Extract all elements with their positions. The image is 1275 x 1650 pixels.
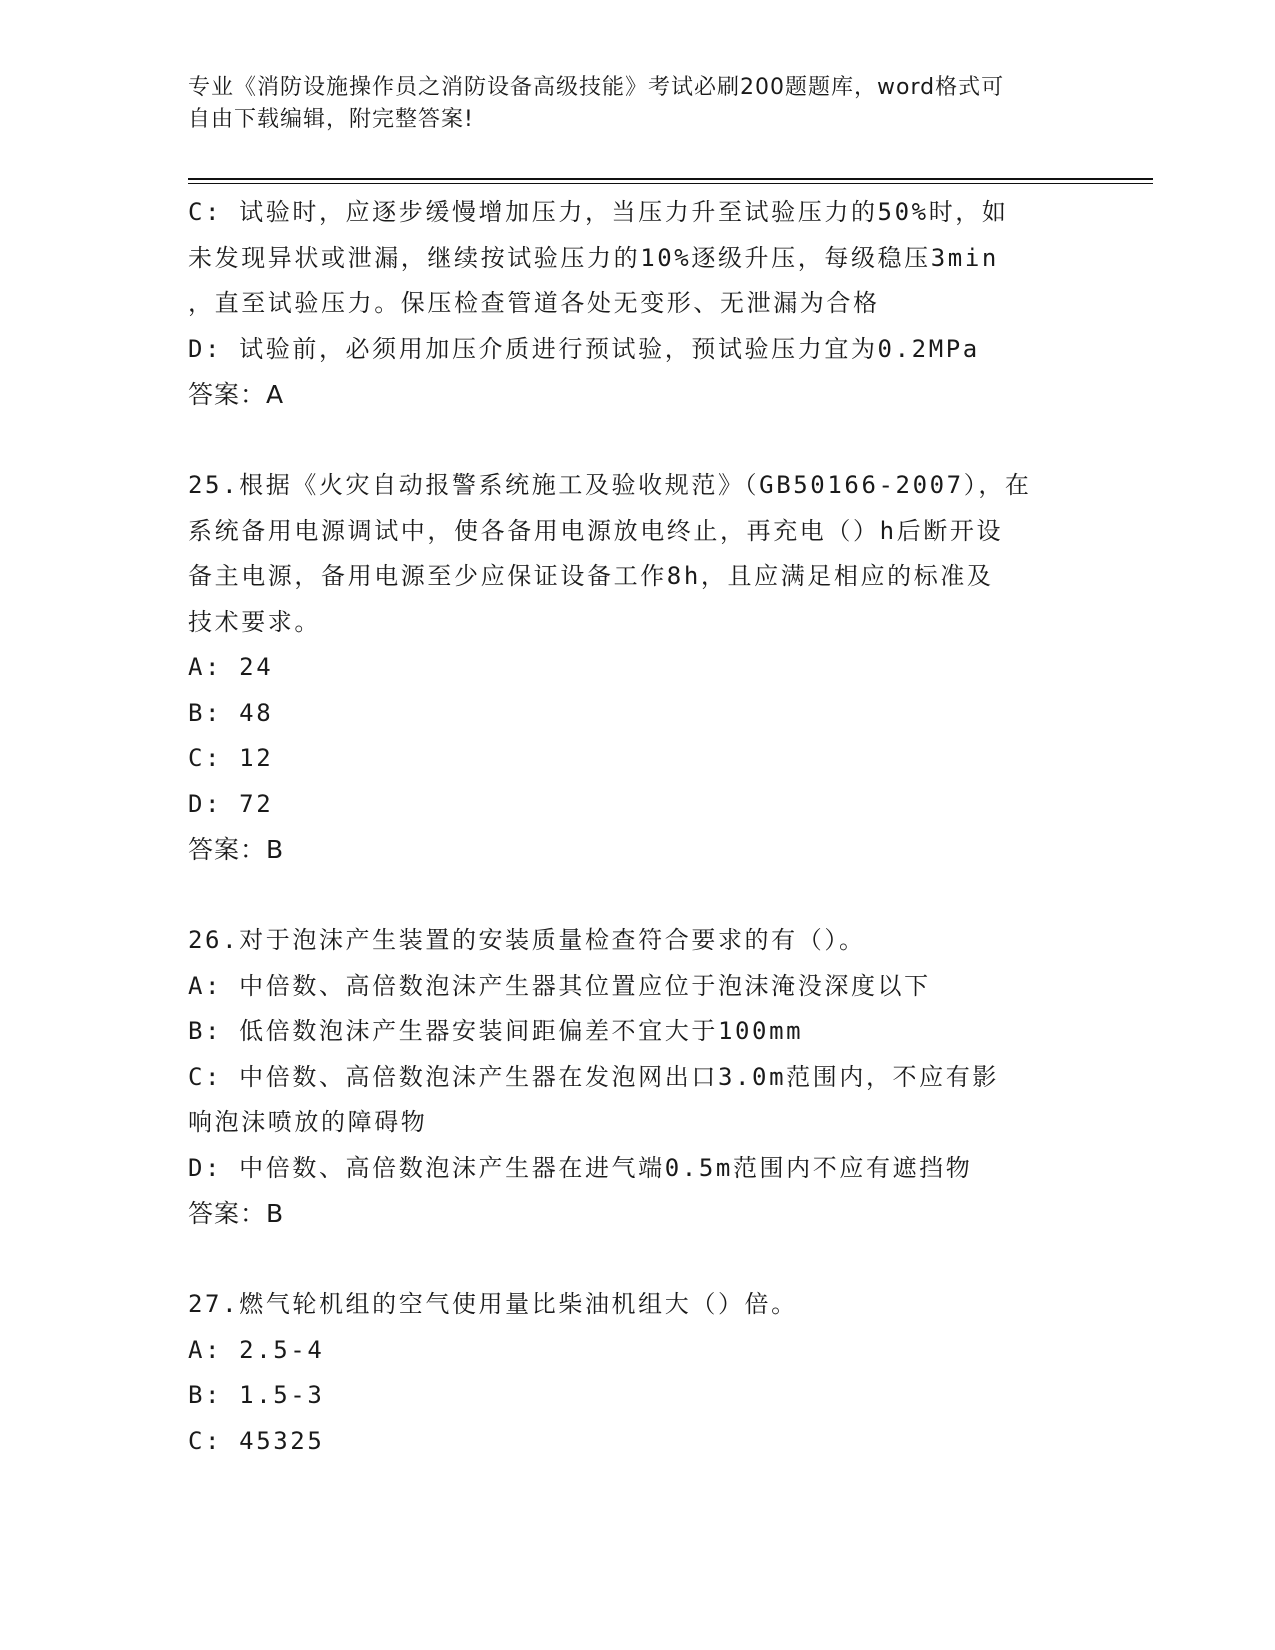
option-b: B: 1.5-3 [188,1381,325,1409]
question-content [188,190,1088,1464]
question-stem-line: 备主电源，备用电源至少应保证设备工作8h，且应满足相应的标准及 [188,562,994,590]
option-a: A: 24 [188,653,274,681]
question-stem: 26.对于泡沫产生装置的安装质量检查符合要求的有（）。 [188,926,866,954]
option-c: C: 12 [188,744,274,772]
option-a: A: 中倍数、高倍数泡沫产生器其位置应位于泡沫淹没深度以下 [188,971,931,1000]
spacer [188,418,1088,464]
option-d: D: 试验前，必须用加压介质进行预试验，预试验压力宜为0.2MPa [188,334,980,363]
question-27 [188,1282,1088,1464]
document-header [188,72,1068,136]
option-c-line: 未发现异状或泄漏，继续按试验压力的10%逐级升压，每级稳压3min [188,243,999,272]
previous-question-tail [188,190,1088,418]
option-a: A: 2.5-4 [188,1335,325,1364]
question-stem-line: 技术要求。 [188,607,321,636]
question-stem-line: 25.根据《火灾自动报警系统施工及验收规范》（GB50166-2007），在 [188,471,1032,499]
option-c-line: ，直至试验压力。保压检查管道各处无变形、无泄漏为合格 [188,289,880,317]
header-divider-thin [188,183,1153,184]
option-b: B: 48 [188,698,274,727]
answer: 答案：A [188,380,285,409]
option-c-line: C: 中倍数、高倍数泡沫产生器在发泡网出口3.0m范围内，不应有影 [188,1062,999,1091]
option-d: D: 中倍数、高倍数泡沫产生器在进气端0.5m范围内不应有遮挡物 [188,1153,973,1182]
question-stem: 27.燃气轮机组的空气使用量比柴油机组大（）倍。 [188,1290,798,1318]
option-c-line: 响泡沫喷放的障碍物 [188,1108,428,1136]
spacer [188,873,1088,919]
option-d: D: 72 [188,789,274,818]
question-26 [188,918,1088,1237]
option-c-line: C: 试验时，应逐步缓慢增加压力，当压力升至试验压力的50%时，如 [188,198,1009,226]
question-25 [188,463,1088,873]
header-title-line-1: 专业《消防设施操作员之消防设备高级技能》考试必刷200题题库，word格式可 [188,75,1005,100]
header-divider-thick [188,178,1153,180]
option-b: B: 低倍数泡沫产生器安装间距偏差不宜大于100mm [188,1017,804,1045]
header-title-line-2: 自由下载编辑，附完整答案! [188,107,474,132]
answer: 答案：B [188,1199,285,1228]
spacer [188,1237,1088,1283]
question-stem-line: 系统备用电源调试中，使各备用电源放电终止，再充电（）h后断开设 [188,516,1004,545]
answer: 答案：B [188,835,285,864]
option-c: C: 45325 [188,1426,325,1455]
